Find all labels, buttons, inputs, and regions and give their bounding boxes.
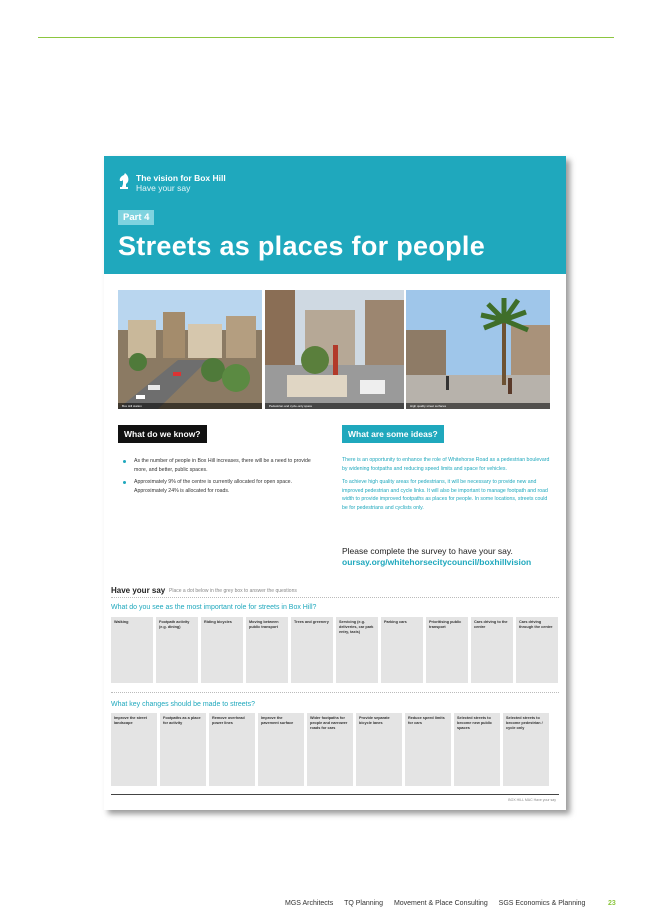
survey-prompt: Please complete the survey to have your say. — [342, 546, 513, 556]
credit-item: Movement & Place Consulting — [393, 900, 488, 907]
credit-item: SGS Economics & Planning — [498, 900, 586, 907]
answer-box[interactable]: Parking cars — [381, 617, 423, 683]
credit-item: MGS Architects — [285, 900, 334, 907]
answer-box[interactable]: Footpaths as a place for activity — [160, 713, 206, 786]
answer-box[interactable]: Moving between public transport — [246, 617, 288, 683]
question-2-title: What key changes should be made to streets? — [111, 701, 255, 708]
answer-box[interactable]: Cars driving to the centre — [471, 617, 513, 683]
have-your-say-title: Have your say — [111, 586, 166, 595]
what-we-know-header: What do we know? — [118, 425, 207, 443]
page-number: 23 — [608, 900, 616, 907]
vision-title: The vision for Box Hill — [136, 173, 226, 183]
bullet-icon — [123, 460, 126, 463]
part-tag: Part 4 — [118, 210, 154, 225]
photo-caption: Box Hill station — [118, 403, 262, 409]
poster-headline: Streets as places for people — [118, 231, 486, 261]
poster-footer-text: BOX HILL MAC Have your say — [508, 798, 556, 802]
chess-knight-logo-icon — [117, 172, 131, 190]
list-item: Approximately 9% of the centre is currently allocated for open space. Approximately 24% is allocated for roads. — [120, 478, 320, 495]
answer-box[interactable]: Improve the pavement surface — [258, 713, 304, 786]
answer-box[interactable]: Walking — [111, 617, 153, 683]
answer-box[interactable]: Selected streets to become pedestrian / cycle only — [503, 713, 549, 786]
answer-box[interactable]: Reduce speed limits for cars — [405, 713, 451, 786]
dotted-divider — [111, 692, 559, 693]
answer-box[interactable]: Improve the street landscape — [111, 713, 157, 786]
answer-box[interactable]: Wider footpaths for people and narrower roads for cars — [307, 713, 353, 786]
credit-item: TQ Planning — [344, 900, 383, 907]
answer-box[interactable]: Prioritising public transport — [426, 617, 468, 683]
photo-caption: Pedestrian and cycle-only space — [265, 403, 404, 409]
answer-box[interactable]: Cars driving through the centre — [516, 617, 558, 683]
bullet-icon — [123, 481, 126, 484]
ideas-paragraph: To achieve high quality areas for pedestrians, it will be necessary to provide new and improved pedestrian and cycle links. It will also be important to manage footpath and road width to provide improved footpaths as places for people. In some locations, streets could be for pedestrians and cyclists only. — [342, 479, 548, 511]
photo-street-surfaces — [406, 290, 550, 409]
answer-box[interactable]: Riding bicycles — [201, 617, 243, 683]
question-2-grid — [111, 713, 559, 786]
answer-box[interactable]: Provide separate bicycle lanes — [356, 713, 402, 786]
answer-box[interactable]: Footpath activity (e.g. dining) — [156, 617, 198, 683]
ideas-text — [342, 456, 552, 517]
survey-link[interactable]: oursay.org/whitehorsecitycouncil/boxhillvision — [342, 557, 532, 567]
ideas-header: What are some ideas? — [342, 425, 444, 443]
what-we-know-list — [120, 457, 320, 499]
answer-box[interactable]: Selected streets to become new public spaces — [454, 713, 500, 786]
poster-footer-rule — [111, 794, 559, 795]
question-1-title: What do you see as the most important role for streets in Box Hill? — [111, 604, 317, 611]
question-1-grid — [111, 617, 559, 683]
answer-box[interactable]: Trees and greenery — [291, 617, 333, 683]
answer-box[interactable]: Remove overhead power lines — [209, 713, 255, 786]
photo-caption: High quality street surfaces — [406, 403, 550, 409]
poster-banner — [104, 156, 566, 274]
photo-pedestrian-space — [265, 290, 404, 409]
answer-box[interactable]: Servicing (e.g. deliveries, car park entry, taxis) — [336, 617, 378, 683]
photo-box-hill-aerial — [118, 290, 262, 409]
dotted-divider — [111, 597, 559, 598]
ideas-paragraph: There is an opportunity to enhance the role of Whitehorse Road as a pedestrian boulevard by widening footpaths and reducing speed limits and space for vehicles. — [342, 457, 550, 472]
have-your-say-note: Place a dot below in the grey box to answer the questions — [169, 588, 297, 594]
page-footer-credits — [285, 900, 594, 907]
header-rule — [38, 37, 614, 38]
vision-subtitle: Have your say — [136, 183, 191, 193]
list-item: As the number of people in Box Hill increases, there will be a need to provide more, and better, public spaces. — [120, 457, 320, 474]
poster — [104, 156, 566, 810]
